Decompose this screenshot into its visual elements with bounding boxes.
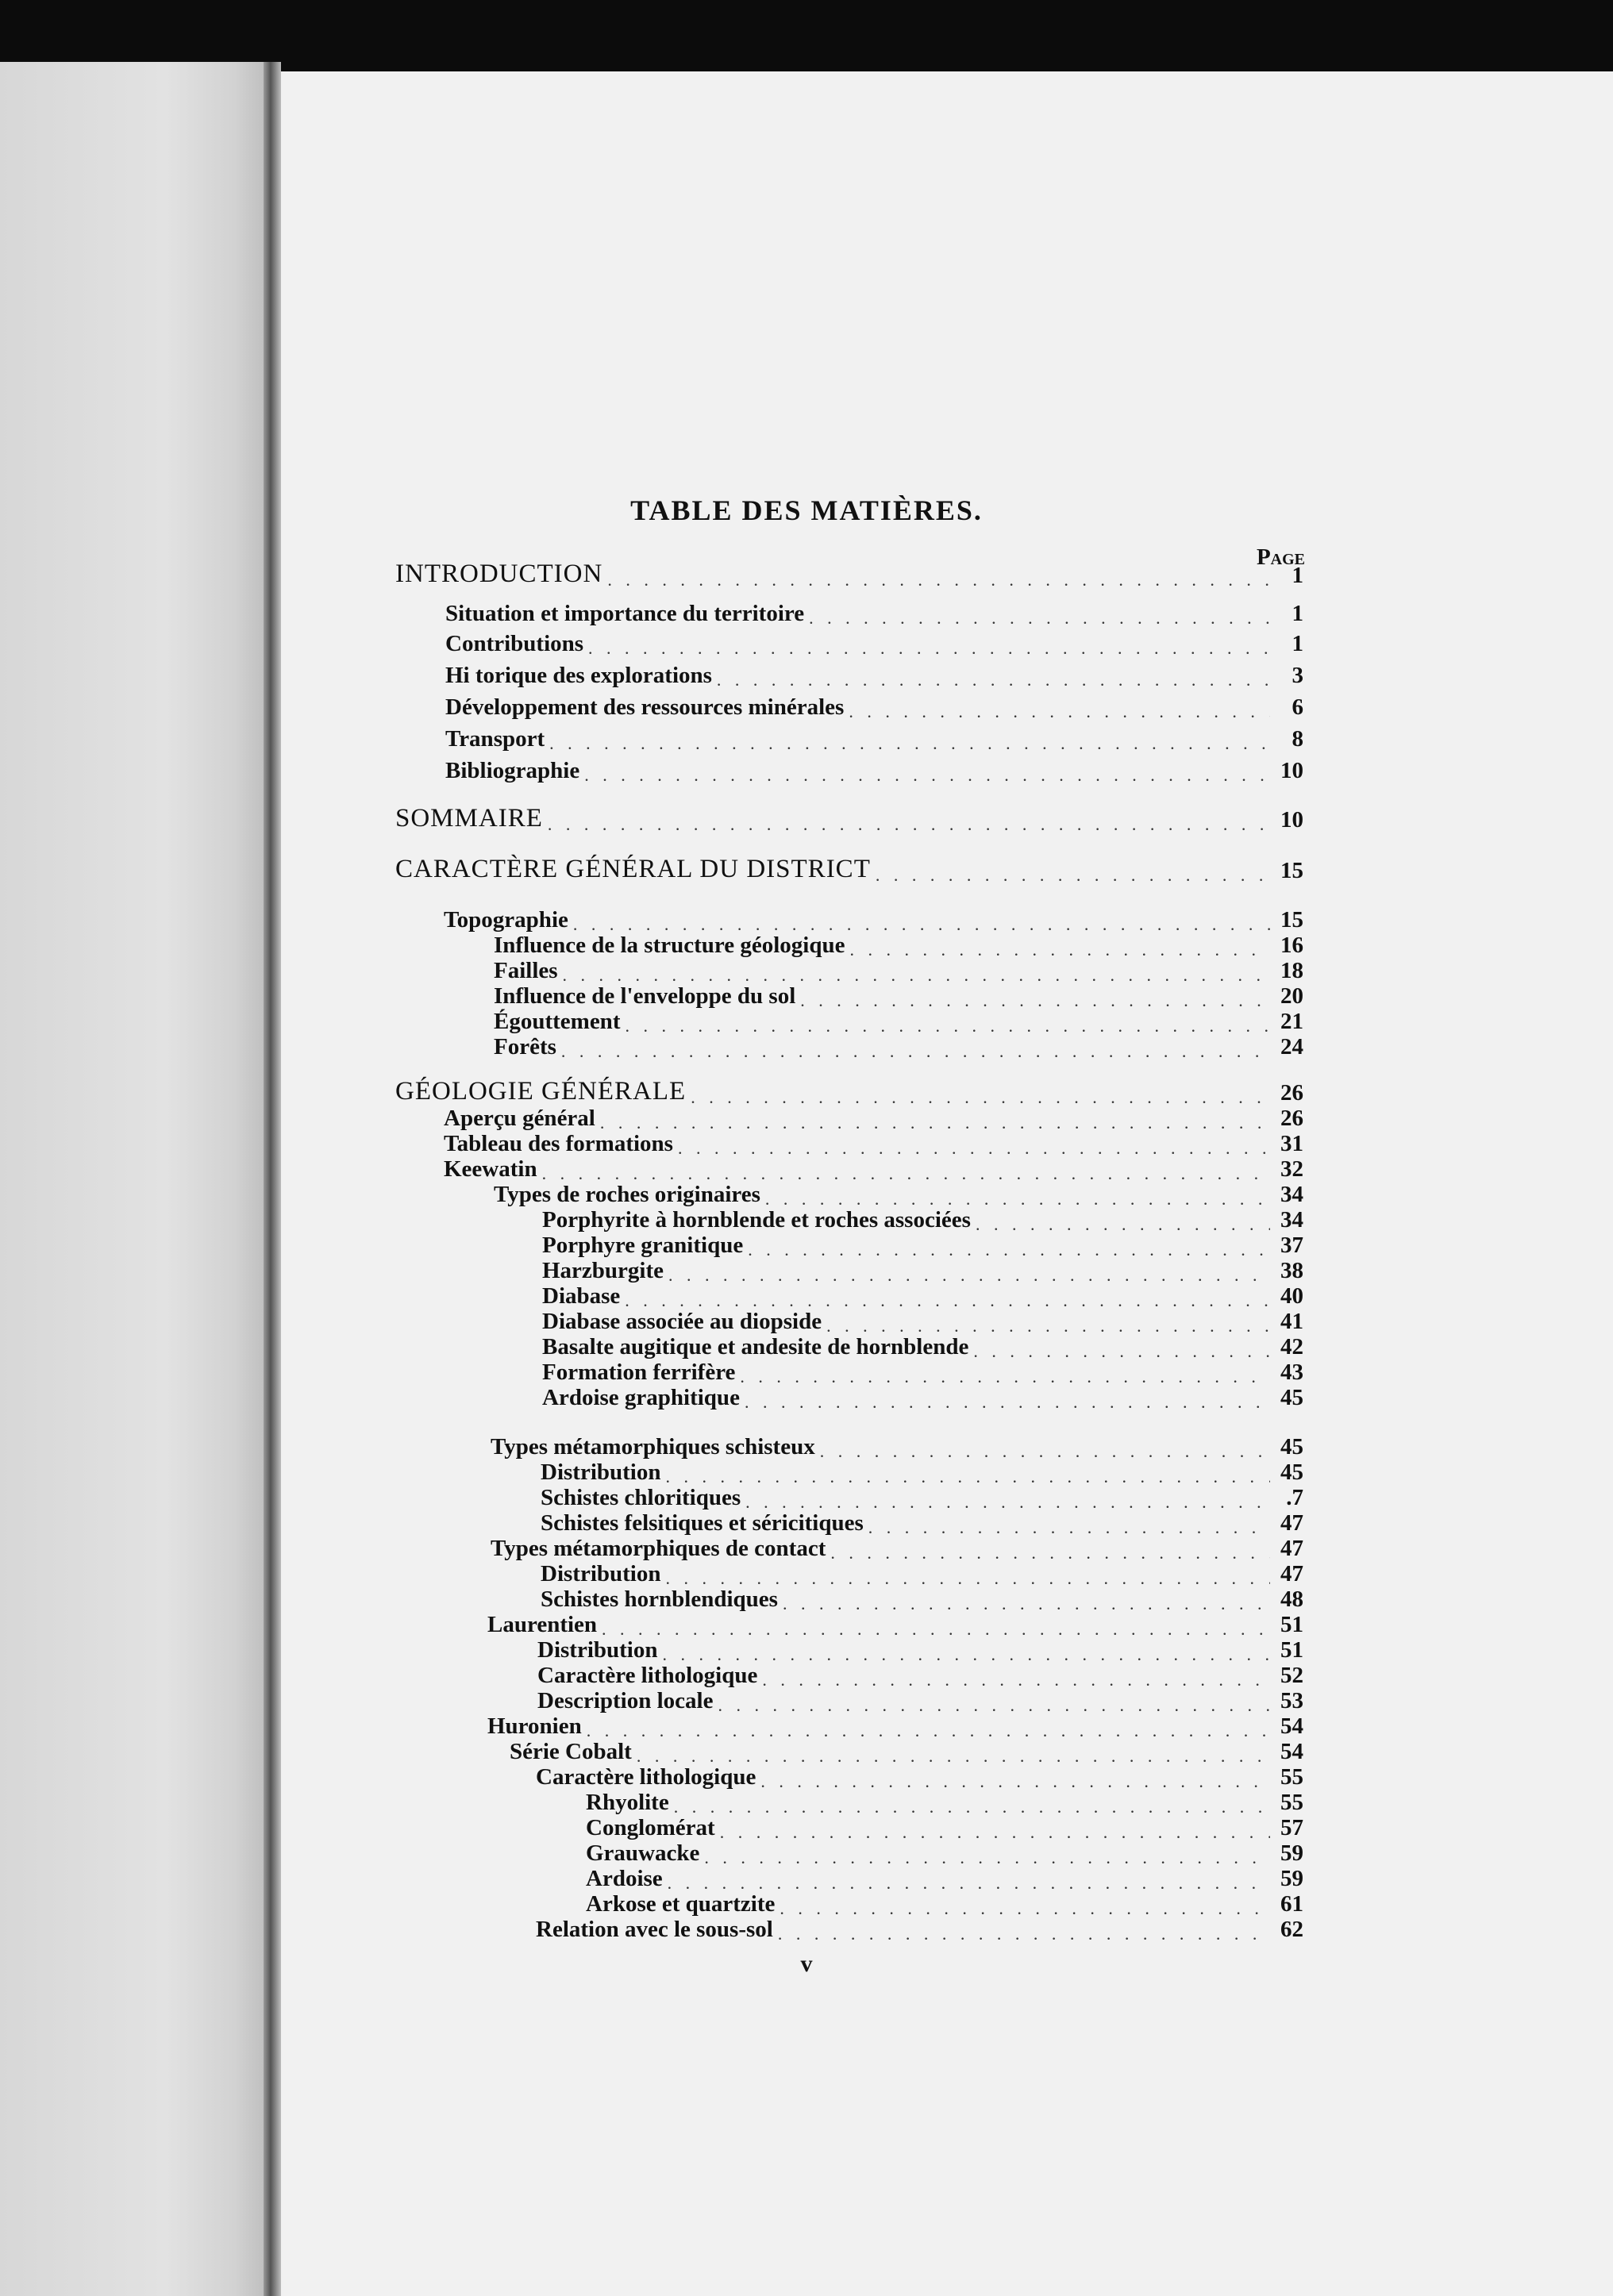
toc-label: Ardoise graphitique [542, 1385, 740, 1410]
toc-entry [444, 1132, 1303, 1157]
leader-dots [800, 992, 1270, 1010]
toc-page: 26 [1280, 1106, 1303, 1131]
toc-entry [491, 1536, 1303, 1562]
leader-dots [548, 816, 1270, 833]
toc-page: 32 [1280, 1156, 1303, 1182]
toc-page: 31 [1280, 1131, 1303, 1156]
leader-dots [549, 735, 1270, 752]
toc-entry [541, 1587, 1303, 1613]
toc-label: Diabase associée au diopside [542, 1309, 822, 1334]
leader-dots [561, 1043, 1270, 1060]
leader-dots [668, 1267, 1270, 1284]
leader-dots [720, 1824, 1270, 1841]
toc-entry [487, 1714, 1303, 1740]
toc-page: 1 [1292, 631, 1303, 656]
leader-dots [778, 1925, 1270, 1943]
toc-page: 51 [1280, 1612, 1303, 1637]
toc-entry [395, 855, 1303, 884]
toc-entry [395, 804, 1303, 833]
toc-label: Schistes hornblendiques [541, 1586, 778, 1612]
toc-entry [445, 632, 1303, 657]
toc-entry [510, 1740, 1303, 1765]
toc-entry [491, 1435, 1303, 1460]
toc-entry [444, 1106, 1303, 1132]
leader-dots [625, 1017, 1270, 1035]
leader-dots [668, 1875, 1270, 1892]
leader-dots [665, 1570, 1270, 1587]
toc-label: Porphyrite à hornblende et roches associées [542, 1207, 971, 1233]
toc-label: Tableau des formations [444, 1131, 673, 1156]
toc-page: 1 [1292, 563, 1303, 588]
toc-page: 48 [1280, 1586, 1303, 1612]
toc-page: 38 [1280, 1258, 1303, 1283]
toc-page: 20 [1280, 983, 1303, 1009]
toc-entry [537, 1638, 1303, 1663]
toc-entry [445, 727, 1303, 752]
leader-dots [830, 1544, 1270, 1562]
leader-dots [637, 1748, 1270, 1765]
leader-dots [876, 867, 1270, 884]
toc-label: Égouttement [494, 1009, 621, 1034]
toc-entry [542, 1360, 1303, 1386]
leader-dots [760, 1773, 1270, 1790]
toc-label: Laurentien [487, 1612, 598, 1637]
toc-page: 1 [1292, 601, 1303, 626]
toc-entry [494, 1010, 1303, 1035]
toc-label: Schistes felsitiques et séricitiques [541, 1510, 864, 1536]
toc-label: Contributions [445, 631, 584, 656]
leader-dots [704, 1849, 1270, 1867]
toc-label: Série Cobalt [510, 1739, 632, 1764]
leader-dots [662, 1646, 1270, 1663]
toc-label: Types métamorphiques schisteux [491, 1434, 815, 1460]
toc-page: 47 [1280, 1510, 1303, 1536]
leader-dots [745, 1394, 1270, 1411]
leader-dots [665, 1468, 1270, 1486]
toc-page: 52 [1280, 1663, 1303, 1688]
toc-entry [542, 1208, 1303, 1233]
toc-page: 40 [1280, 1283, 1303, 1309]
toc-label: Types métamorphiques de contact [491, 1536, 826, 1561]
toc-page: 10 [1280, 807, 1303, 833]
toc-page: 55 [1280, 1764, 1303, 1790]
leader-dots [625, 1292, 1270, 1310]
toc-label: Hi torique des explorations [445, 663, 712, 688]
leader-dots [602, 1621, 1270, 1638]
toc-entry [542, 1284, 1303, 1310]
toc-entry [586, 1892, 1303, 1917]
toc-page: 34 [1280, 1207, 1303, 1233]
leader-dots [765, 1190, 1270, 1208]
toc-page: 53 [1280, 1688, 1303, 1713]
toc-label: Distribution [541, 1460, 661, 1485]
leader-dots [678, 1140, 1270, 1157]
toc-page: 45 [1280, 1385, 1303, 1410]
toc-entry [494, 959, 1303, 984]
leader-dots [850, 941, 1271, 959]
toc-entry [395, 1077, 1303, 1106]
toc-entry [445, 602, 1303, 627]
toc-entry [542, 1233, 1303, 1259]
leader-dots [868, 1519, 1270, 1536]
leader-dots [542, 1165, 1270, 1183]
page-number: v [800, 1951, 813, 1977]
toc-label: CARACTÈRE GÉNÉRAL DU DISTRICT [395, 855, 871, 883]
toc-label: Arkose et quartzite [586, 1891, 776, 1917]
toc-entry [536, 1917, 1303, 1943]
toc-label: Basalte augitique et andesite de hornblende [542, 1334, 969, 1360]
leader-dots [748, 1241, 1270, 1259]
leader-dots [691, 1089, 1270, 1106]
toc-entry [586, 1867, 1303, 1892]
leader-dots [573, 916, 1270, 933]
toc-page: .7 [1286, 1485, 1303, 1510]
leader-dots [588, 640, 1270, 657]
toc-entry [542, 1335, 1303, 1360]
toc-entry [542, 1386, 1303, 1411]
toc-label: Influence de l'enveloppe du sol [494, 983, 796, 1009]
toc-page: 59 [1280, 1866, 1303, 1891]
toc-label: Conglomérat [586, 1815, 715, 1840]
toc-label: INTRODUCTION [395, 560, 603, 588]
toc-label: Topographie [444, 907, 568, 933]
leader-dots [607, 571, 1270, 589]
toc-label: Développement des ressources minérales [445, 694, 845, 720]
leader-dots [762, 1671, 1270, 1689]
toc-page: 37 [1280, 1233, 1303, 1258]
toc-label: Diabase [542, 1283, 621, 1309]
toc-entry [542, 1310, 1303, 1335]
leader-dots [563, 967, 1270, 984]
toc-label: Forêts [494, 1034, 556, 1060]
toc-label: Influence de la structure géologique [494, 933, 845, 958]
toc-page: 6 [1292, 694, 1303, 720]
toc-entry [541, 1460, 1303, 1486]
toc-label: Aperçu général [444, 1106, 595, 1131]
toc-entry [536, 1765, 1303, 1790]
page-title: TABLE DES MATIÈRES. [630, 494, 983, 526]
toc-entry [445, 663, 1303, 689]
toc-entry [542, 1259, 1303, 1284]
toc-page: 3 [1292, 663, 1303, 688]
toc-page: 54 [1280, 1739, 1303, 1764]
toc-page: 54 [1280, 1713, 1303, 1739]
toc-page: 15 [1280, 858, 1303, 883]
leader-dots [587, 1722, 1270, 1740]
toc-label: Schistes chloritiques [541, 1485, 741, 1510]
toc-page: 43 [1280, 1360, 1303, 1385]
leader-dots [783, 1595, 1270, 1613]
toc-label: SOMMAIRE [395, 804, 543, 833]
toc-entry [444, 1157, 1303, 1183]
toc-page: 21 [1280, 1009, 1303, 1034]
toc-page: 55 [1280, 1790, 1303, 1815]
toc-page: 24 [1280, 1034, 1303, 1060]
toc-label: Distribution [537, 1637, 658, 1663]
toc-label: Caractère lithologique [537, 1663, 758, 1688]
toc-label: GÉOLOGIE GÉNÉRALE [395, 1077, 687, 1106]
toc-page: 41 [1280, 1309, 1303, 1334]
leader-dots [809, 610, 1270, 627]
toc-entry [487, 1613, 1303, 1638]
leader-dots [976, 1216, 1270, 1233]
leader-dots [820, 1443, 1270, 1460]
leader-dots [849, 703, 1270, 721]
toc-label: Ardoise [586, 1866, 663, 1891]
leader-dots [718, 1697, 1270, 1714]
toc-page: 8 [1292, 726, 1303, 752]
leader-dots [780, 1900, 1270, 1917]
leader-dots [584, 767, 1270, 784]
toc-entry [494, 933, 1303, 959]
toc-entry [586, 1841, 1303, 1867]
toc-label: Transport [445, 726, 545, 752]
toc-page: 34 [1280, 1182, 1303, 1207]
toc-label: Rhyolite [586, 1790, 669, 1815]
toc-page: 18 [1280, 958, 1303, 983]
leader-dots [740, 1368, 1270, 1386]
toc-page: 59 [1280, 1840, 1303, 1866]
toc-label: Formation ferrifère [542, 1360, 736, 1385]
toc-page: 16 [1280, 933, 1303, 958]
toc-label: Bibliographie [445, 758, 580, 783]
toc-entry [494, 984, 1303, 1010]
leader-dots [973, 1343, 1270, 1360]
toc-label: Keewatin [444, 1156, 537, 1182]
toc-label: Types de roches originaires [494, 1182, 760, 1207]
toc-label: Relation avec le sous-sol [536, 1917, 773, 1942]
toc-page: 62 [1280, 1917, 1303, 1942]
toc-page: 10 [1280, 758, 1303, 783]
toc-label: Grauwacke [586, 1840, 700, 1866]
toc-label: Porphyre granitique [542, 1233, 744, 1258]
toc-entry [541, 1511, 1303, 1536]
toc-label: Caractère lithologique [536, 1764, 756, 1790]
toc-page: 61 [1280, 1891, 1303, 1917]
leader-dots [600, 1114, 1270, 1132]
toc-page: 26 [1280, 1080, 1303, 1106]
toc-page: 42 [1280, 1334, 1303, 1360]
toc-label: Distribution [541, 1561, 661, 1586]
leader-dots [745, 1494, 1270, 1511]
leader-dots [717, 671, 1270, 689]
toc-entry [395, 560, 1303, 589]
toc-entry [541, 1562, 1303, 1587]
toc-label: Description locale [537, 1688, 714, 1713]
toc-page: 45 [1280, 1460, 1303, 1485]
toc-label: Failles [494, 958, 558, 983]
toc-entry [541, 1486, 1303, 1511]
page-column-heading: Page [1256, 544, 1305, 570]
toc-page: 47 [1280, 1536, 1303, 1561]
toc-entry [586, 1816, 1303, 1841]
toc-label: Huronien [487, 1713, 582, 1739]
toc-page: 47 [1280, 1561, 1303, 1586]
leader-dots [826, 1317, 1270, 1335]
toc-page: 57 [1280, 1815, 1303, 1840]
toc-entry [445, 695, 1303, 721]
toc-page: 45 [1280, 1434, 1303, 1460]
toc-entry [444, 908, 1303, 933]
toc-entry [445, 759, 1303, 784]
toc-entry [537, 1663, 1303, 1689]
toc-page: 15 [1280, 907, 1303, 933]
toc-page: 51 [1280, 1637, 1303, 1663]
toc-label: Situation et importance du territoire [445, 601, 805, 626]
toc-entry [586, 1790, 1303, 1816]
toc-entry [494, 1035, 1303, 1060]
leader-dots [674, 1798, 1270, 1816]
toc-entry [537, 1689, 1303, 1714]
toc-entry [494, 1183, 1303, 1208]
toc-label: Harzburgite [542, 1258, 664, 1283]
